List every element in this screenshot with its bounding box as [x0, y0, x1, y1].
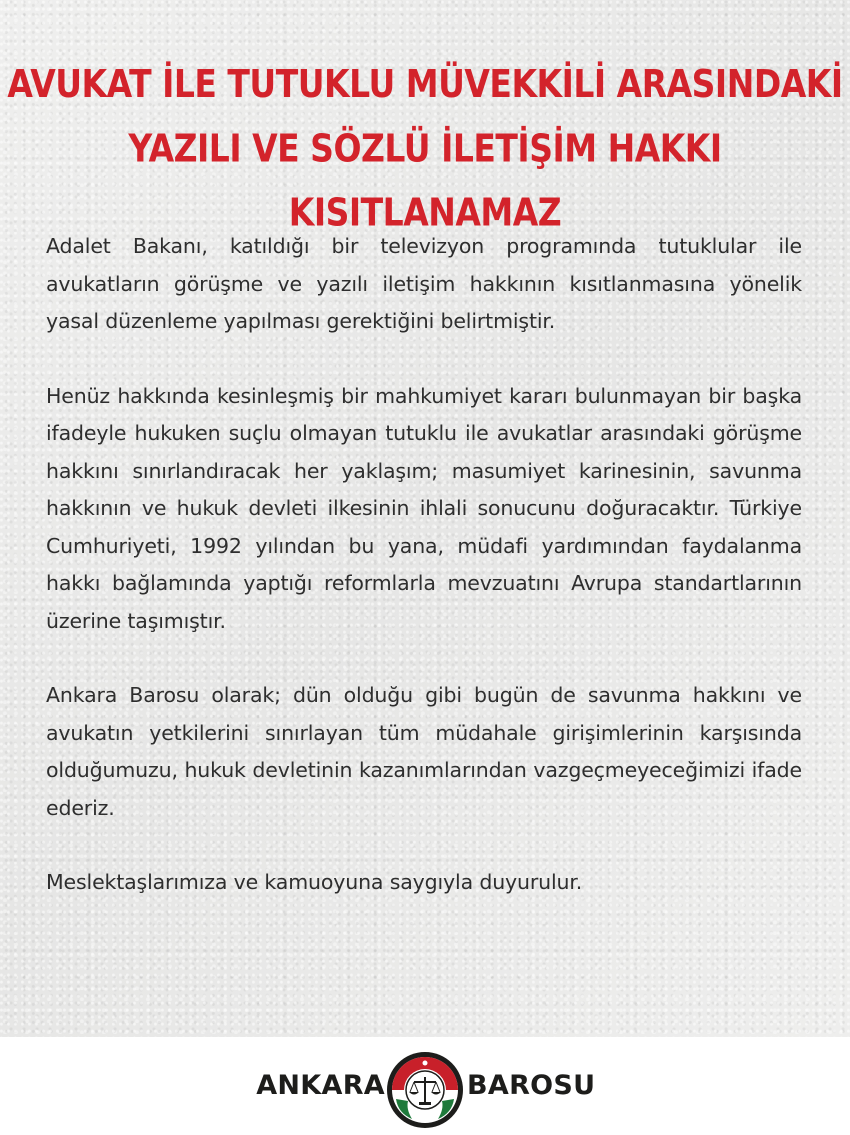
- headline-line-1: AVUKAT İLE TUTUKLU MÜVEKKİLİ ARASINDAKİ: [7, 61, 843, 107]
- headline-line-2: YAZILI VE SÖZLÜ İLETİŞİM HAKKI KISITLANAMAZ: [128, 125, 722, 235]
- brand-name-right: BAROSU: [467, 1070, 596, 1101]
- paragraph-minister-statement: Adalet Bakanı, katıldığı bir televizyon programında tutuklular ile avukatların görüşme ve yazılı iletişim hakkının kısıtlanmasına yönelik yasal düzenleme yapılması gerektiğini belirtmiştir.: [46, 234, 802, 333]
- paragraph-bar-position: Ankara Barosu olarak; dün olduğu gibi bugün de savunma hakkını ve avukatın yetkilerini sınırlayan tüm müdahale girişimlerinin karşısında olduğumuzu, hukuk devletinin kazanımlarından vazgeçmeyeceğimizi ifade ederiz.: [46, 683, 802, 820]
- footer-bar: [0, 1037, 850, 1135]
- announcement-headline: [0, 52, 850, 245]
- announcement-body: [46, 228, 802, 939]
- scales-of-justice-icon: [386, 1051, 464, 1129]
- paragraph-presumption-of-innocence: Henüz hakkında kesinleşmiş bir mahkumiyet kararı bulunmayan bir başka ifadeyle hukuken suçlu olmayan tutuklu ile avukatlar arasındaki görüşme hakkını sınırlandıracak her yaklaşım; masumiyet karinesinin, savunma hakkının ve hukuk devleti ilkesinin ihlali sonucunu doğuracaktır. Türkiye Cumhuriyeti, 1992 yılından bu yana, müdafi yardımından faydalanma hakkı bağlamında yaptığı reformlarla mevzuatını Avrupa standartlarının üzerine taşımıştır.: [46, 383, 802, 633]
- paragraph-closing: Meslektaşlarımıza ve kamuoyuna saygıyla duyurulur.: [46, 870, 583, 894]
- brand-name-left: ANKARA: [256, 1070, 385, 1101]
